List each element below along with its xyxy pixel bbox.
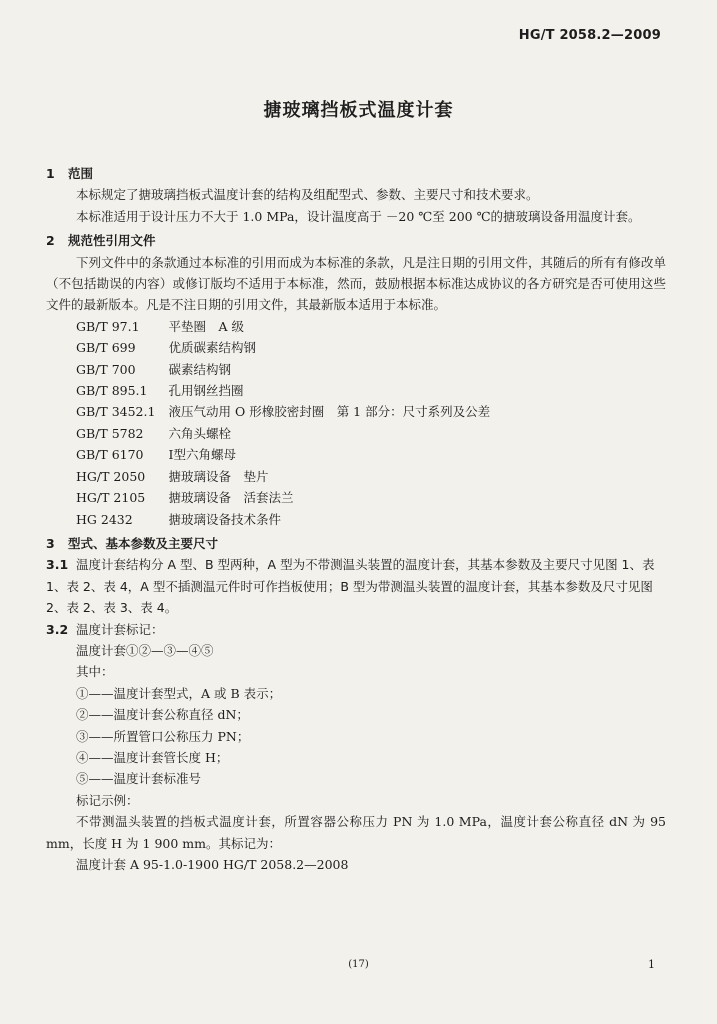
reference-code: HG/T 2105 bbox=[76, 490, 146, 506]
section-number: 1 bbox=[46, 166, 55, 181]
document-body bbox=[46, 160, 666, 875]
paragraph: 本标准适用于设计压力不大于 1.0 MPa，设计温度高于 －20 ℃至 200 ℃的搪玻璃设备用温度计套。 bbox=[76, 208, 641, 224]
marking-item: ④——温度计套管长度 H； bbox=[76, 749, 229, 765]
reference-item bbox=[46, 423, 666, 444]
document-title: 搪玻璃挡板式温度计套 bbox=[263, 100, 454, 121]
section-3-heading bbox=[46, 533, 666, 554]
subsection-3-2 bbox=[46, 619, 666, 640]
where-label: 其中： bbox=[76, 664, 114, 680]
reference-name: 优质碳素结构钢 bbox=[168, 340, 257, 356]
reference-name: 孔用钢丝挡圈 bbox=[168, 383, 244, 399]
paragraph: 本标规定了搪玻璃挡板式温度计套的结构及组配型式、参数、主要尺寸和技术要求。 bbox=[76, 187, 539, 203]
section-title: 规范性引用文件 bbox=[68, 233, 156, 249]
reference-item bbox=[46, 380, 666, 401]
example-label: 标记示例： bbox=[76, 792, 139, 808]
reference-item bbox=[46, 401, 666, 422]
reference-code: GB/T 699 bbox=[76, 340, 136, 356]
reference-code: GB/T 895.1 bbox=[76, 383, 148, 399]
section-2-heading bbox=[46, 230, 666, 251]
marking-item: ③——所置管口公称压力 PN； bbox=[76, 728, 250, 744]
reference-item bbox=[46, 487, 666, 508]
reference-item bbox=[46, 316, 666, 337]
reference-name: 搪玻璃设备 活套法兰 bbox=[168, 490, 294, 506]
reference-list bbox=[46, 316, 666, 530]
reference-name: 搪玻璃设备 垫片 bbox=[168, 468, 269, 484]
subsection-title: 温度计套标记： bbox=[76, 621, 164, 637]
reference-item bbox=[46, 359, 666, 380]
reference-name: Ⅰ型六角螺母 bbox=[168, 447, 236, 463]
reference-code: HG/T 2050 bbox=[76, 468, 146, 484]
reference-code: GB/T 3452.1 bbox=[76, 404, 156, 420]
reference-name: 平垫圈 A 级 bbox=[168, 318, 245, 334]
page-number-right: 1 bbox=[648, 958, 655, 971]
reference-code: GB/T 700 bbox=[76, 361, 136, 377]
section-title: 范围 bbox=[68, 166, 94, 181]
subsection-3-1 bbox=[46, 554, 666, 618]
reference-name: 搪玻璃设备技术条件 bbox=[168, 511, 282, 527]
reference-item bbox=[46, 466, 666, 487]
reference-name: 碳素结构钢 bbox=[168, 361, 232, 377]
marking-format: 温度计套①②—③—④⑤ bbox=[76, 642, 214, 658]
subsection-number: 3.2 bbox=[46, 621, 69, 637]
section-title: 型式、基本参数及主要尺寸 bbox=[68, 535, 219, 551]
section-1-heading bbox=[46, 163, 666, 184]
paragraph: 下列文件中的条款通过本标准的引用而成为本标准的条款，凡是注日期的引用文件，其随后的所有有修改单（不包括勘误的内容）或修订版均不适用于本标准，然而，鼓励根据本标准达成协议的各方研究是否可使用这些文件的最新版本。凡是不注日期的引用文件，其最新版本适用于本标准。 bbox=[46, 254, 666, 313]
marking-item: ②——温度计套公称直径 dN； bbox=[76, 707, 249, 723]
reference-item bbox=[46, 337, 666, 358]
section-number: 2 bbox=[46, 233, 55, 249]
reference-code: HG 2432 bbox=[76, 511, 133, 527]
reference-name: 六角头螺栓 bbox=[168, 425, 232, 441]
standard-code: HG/T 2058.2—2009 bbox=[518, 28, 661, 43]
example-paragraph: 不带测温头装置的挡板式温度计套，所置容器公称压力 PN 为 1.0 MPa，温度计套公称直径 dN 为 95 mm，长度 H 为 1 900 mm。其标记为： bbox=[46, 814, 666, 851]
reference-item bbox=[46, 444, 666, 465]
example-marking: 温度计套 A 95-1.0-1900 HG/T 2058.2—2008 bbox=[76, 857, 349, 872]
subsection-number: 3.1 bbox=[46, 557, 69, 573]
reference-item bbox=[46, 509, 666, 530]
reference-code: GB/T 97.1 bbox=[76, 318, 140, 334]
section-number: 3 bbox=[46, 535, 55, 551]
page-number-center: (17) bbox=[348, 959, 369, 970]
paragraph: 温度计套结构分 A 型、B 型两种，A 型为不带测温头装置的温度计套，其基本参数及主要尺寸见图 1、表 1、表 2、表 4，A 型不插测温元件时可作挡板使用；B 型为带测温头装置的温度计套，其基本参数及尺寸见图 2、表 2、表 3、表 4。 bbox=[46, 557, 655, 616]
reference-code: GB/T 5782 bbox=[76, 425, 144, 441]
reference-name: 液压气动用 O 形橡胶密封圈 第 1 部分：尺寸系列及公差 bbox=[168, 404, 491, 420]
reference-code: GB/T 6170 bbox=[76, 447, 144, 463]
marking-item: ①——温度计套型式，A 或 B 表示； bbox=[76, 685, 282, 701]
marking-item: ⑤——温度计套标准号 bbox=[76, 771, 202, 787]
